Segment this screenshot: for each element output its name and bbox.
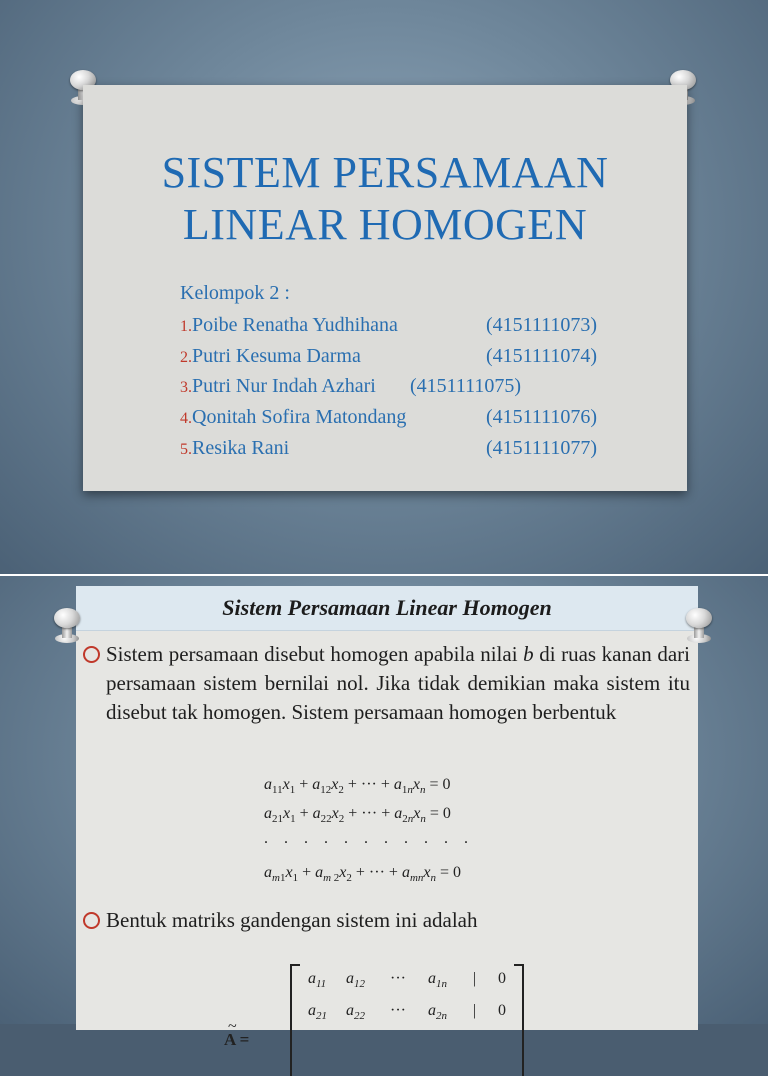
member-number: 1. [180, 318, 192, 335]
matrix-cell: $a_{11}$ [308, 970, 327, 991]
member-nim: (4151111073) [486, 314, 598, 336]
member-item [180, 314, 598, 337]
matrix-cell: | [473, 970, 477, 987]
content-panel [76, 630, 698, 1049]
slide-header: Sistem Persamaan Linear Homogen [76, 586, 698, 631]
equation-row-m: $a_{m1}x_1 + a_{m 2}x_2$ + ··· + $a_{mn}x_n = 0$ [264, 864, 462, 885]
content-slide [0, 576, 768, 1049]
definition-paragraph [106, 640, 690, 727]
member-name: Poibe Renatha Yudhihana [192, 314, 398, 336]
equation-row-1: $a_{11}x_1 + a_{12}x_2$ + ··· + $a_{1n}x_n = 0$ [264, 776, 451, 797]
title-line-2: LINEAR HOMOGEN [182, 200, 588, 249]
member-number: 4. [180, 410, 192, 427]
member-item [180, 375, 522, 398]
push-pin-icon [54, 608, 80, 642]
member-nim: (4151111077) [486, 437, 598, 459]
group-label: Kelompok 2 : [180, 282, 290, 304]
member-name: Qonitah Sofira Matondang [192, 406, 407, 428]
para-text: di ruas kanan dari persamaan sistem bernilai nol. Jika tidak demikian maka sistem itu disebut tak homogen. Sistem persamaan homogen berbentuk [106, 642, 690, 724]
bullet-circle-icon [83, 646, 100, 663]
matrix-cell: 0 [498, 970, 506, 987]
tilde-accent: ~ [228, 1018, 237, 1035]
matrix-cell: ··· [390, 1002, 406, 1019]
slide-title [83, 147, 687, 251]
matrix-bracket-left [290, 964, 300, 1076]
member-name: Putri Nur Indah Azhari [192, 375, 376, 397]
member-nim: (4151111076) [486, 406, 598, 428]
title-line-1: SISTEM PERSAMAAN [161, 148, 609, 197]
member-nim: (4151111074) [486, 345, 598, 367]
matrix-cell: $a_{2n}$ [428, 1002, 447, 1023]
matrix-label: A = [224, 1030, 250, 1049]
matrix-cell: $a_{22}$ [346, 1002, 365, 1023]
matrix-intro-text: Bentuk matriks gandengan sistem ini adalah [106, 908, 478, 932]
matrix-cell: 0 [498, 1002, 506, 1019]
equation-row-2: $a_{21}x_1 + a_{22}x_2$ + ··· + $a_{2n}x_n = 0$ [264, 805, 451, 826]
member-name: Putri Kesuma Darma [192, 345, 361, 367]
title-card [83, 85, 687, 491]
matrix-cell: $a_{1n}$ [428, 970, 447, 991]
variable-b: b [523, 642, 534, 666]
member-number: 3. [180, 379, 192, 396]
matrix-cell: | [473, 1002, 477, 1019]
equation-dots: . . . . . . . . . . . [264, 830, 474, 847]
member-number: 2. [180, 349, 192, 366]
member-name: Resika Rani [192, 437, 290, 459]
member-item [180, 345, 598, 368]
matrix-bracket-right [514, 964, 524, 1076]
para-text: Sistem persamaan disebut homogen apabila nilai [106, 642, 524, 666]
matrix-cell: $a_{12}$ [346, 970, 365, 991]
bullet-circle-icon [83, 912, 100, 929]
member-item [180, 437, 598, 460]
matrix-cell: $a_{21}$ [308, 1002, 327, 1023]
matrix-cell: ··· [390, 970, 406, 987]
member-number: 5. [180, 441, 192, 458]
member-item [180, 406, 598, 429]
push-pin-icon [686, 608, 712, 642]
member-nim: (4151111075) [410, 375, 522, 397]
